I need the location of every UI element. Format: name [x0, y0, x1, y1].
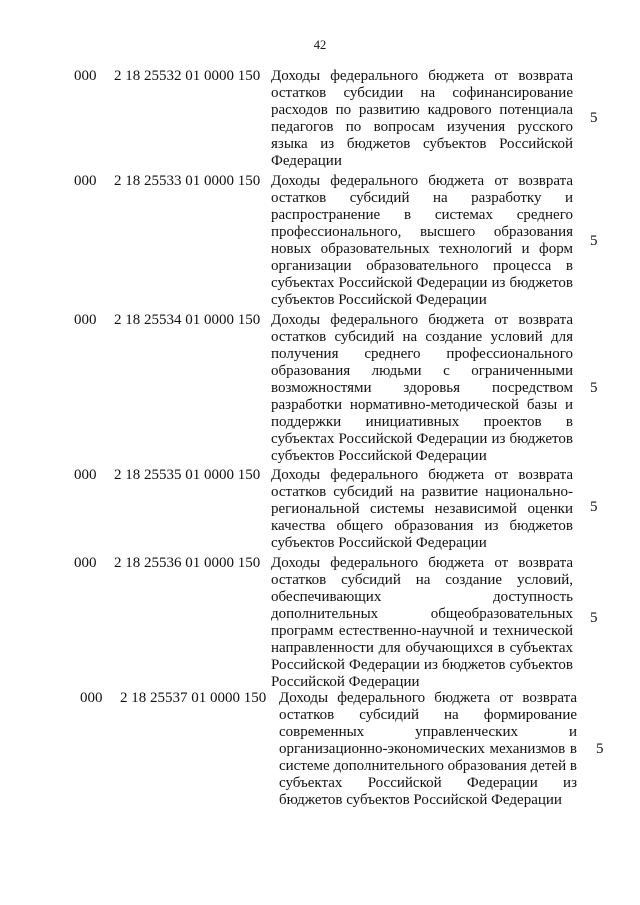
income-description: Доходы федерального бюджета от возврата остатков субсидий на создание условий, обеспечивающих доступность дополнительных общеобразовательных программ естественно-научной и технической направленности для обучающихся в субъектах Российской Федерации из бюджетов субъектов Российской Федерации: [271, 555, 573, 690]
allocation-norm: 5: [596, 741, 604, 757]
income-description: Доходы федерального бюджета от возврата остатков субсидии на софинансирование расходов по развитию кадрового потенциала педагогов по вопросам изучения русского языка из бюджетов субъектов Российской Федерации: [271, 68, 573, 169]
admin-code: 000: [74, 312, 97, 328]
allocation-norm: 5: [590, 110, 598, 126]
table-row: [0, 467, 640, 554]
admin-code: 000: [74, 68, 97, 84]
admin-code: 000: [80, 690, 103, 706]
allocation-norm: 5: [590, 233, 598, 249]
budget-classification-code: 2 18 25535 01 0000 150: [114, 467, 261, 483]
table-row: [0, 68, 640, 172]
budget-classification-code: 2 18 25533 01 0000 150: [114, 173, 261, 189]
table-row: [0, 173, 640, 311]
admin-code: 000: [74, 555, 97, 571]
allocation-norm: 5: [590, 610, 598, 626]
allocation-norm: 5: [590, 380, 598, 396]
table-row: [0, 690, 640, 830]
income-description: Доходы федерального бюджета от возврата остатков субсидий на формирование современных управленческих и организационно-экономических механизмов в системе дополнительного образования детей в субъектах Российской Федерации из бюджетов субъектов Российской Федерации: [279, 690, 577, 808]
budget-classification-code: 2 18 25536 01 0000 150: [114, 555, 261, 571]
budget-classification-code: 2 18 25537 01 0000 150: [120, 690, 267, 706]
admin-code: 000: [74, 173, 97, 189]
income-description: Доходы федерального бюджета от возврата остатков субсидий на разработку и распространение в системах среднего профессионального, высшего образования новых образовательных технологий и форм организации образовательного процесса в субъектах Российской Федерации из бюджетов субъектов Российской Федерации: [271, 173, 573, 308]
income-description: Доходы федерального бюджета от возврата остатков субсидий на создание условий для получения среднего профессионального образования людьми с ограниченными возможностями здоровья посредством разработки нормативно-методической базы и поддержки инициативных проектов в субъектах Российской Федерации из бюджетов субъектов Российской Федерации: [271, 312, 573, 464]
budget-classification-code: 2 18 25534 01 0000 150: [114, 312, 261, 328]
admin-code: 000: [74, 467, 97, 483]
allocation-norm: 5: [590, 499, 598, 515]
page-number: 42: [313, 38, 327, 52]
table-row: [0, 312, 640, 467]
budget-classification-code: 2 18 25532 01 0000 150: [114, 68, 261, 84]
table-row: [0, 555, 640, 688]
income-description: Доходы федерального бюджета от возврата остатков субсидий на развитие национально-региональной системы независимой оценки качества общего образования из бюджетов субъектов Российской Федерации: [271, 467, 573, 551]
